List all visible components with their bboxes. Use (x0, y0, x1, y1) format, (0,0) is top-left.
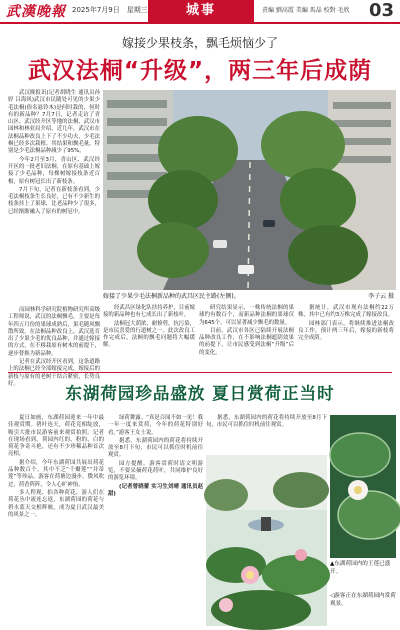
lotus-pond-illustration (206, 455, 327, 626)
photo-caption (103, 291, 396, 303)
paragraph: 多人程观、拍各种荷花，游人们在荷花丛中流连忘返，东湖荷园的荷花与碧水蓝天交相辉映，成为夏日武汉最美的风景之一。 (8, 489, 104, 518)
royal-lily-photo (330, 415, 396, 558)
street-photo (103, 90, 396, 290)
story2-headline: 东湖荷园珍品盛放 夏日赏荷正当时 (65, 384, 335, 403)
story2-column-3 (206, 415, 327, 453)
paragraph: 法桐冠大荫浓，耐修剪，抗污染，是市民喜爱的行道树之一。此次改良工作完成后，法桐的飘毛问题将大幅缓解。 (103, 320, 195, 349)
paragraph: 据介绍，今年东湖荷园共展出荷花品种数百个，其中不乏“千瓣莲”“并蒂莲”等珍品。游客在荷塘边漫步，微风吹过，荷香阵阵，令人心旷神怡。 (8, 459, 104, 488)
story1-column-1 (8, 90, 100, 305)
lotus-visitors-photo (206, 455, 327, 626)
photo-caption-lily: ▲东湖荷园内的王莲已盛开。 (330, 561, 391, 575)
photo-caption-visitors: ◁游客正在东湖荷园内赏荷观景。 (330, 593, 396, 607)
paragraph: 记者在武汉经开区看到，这条道路上的法桐已经全部嫁接完成，嫁接后的新枝与原有的老树干结合紧密，长势良好。 (8, 359, 100, 387)
paragraph: 武汉晚报讯(记者胡晓生 通讯员孙婷 吕海风)武汉市民随处可见的少果少毛法桐(俗名悬铃木)是何时栽的、何时有的新品种？7月7日，记者走访了青山区、武汉经开区等地的法桐，武汉市园林和林业局介绍，近几年，武汉市在法桐品种改良上下了不少功夫，少毛法桐已经多次栽植。其结果和飘毛量，特别是少毛法桐品种减少了95%。 (8, 90, 100, 155)
story1-column-1b (8, 307, 100, 387)
section-title: 城事 (148, 0, 254, 22)
editors-line: 責編 劉高霞 美編 馬晶 校對 毛欣 (262, 7, 350, 14)
paragraph: 据悉，东湖荷园内的荷花将持续开放至8月下旬，市民可以抓住时机前往观赏。 (206, 415, 327, 429)
paragraph: 今年2月至3月，青山区、武汉经开区的一批老旧法桐，在原有基础上嫁接了少毛品种，每棵树嫁接枝条近百根，原有树冠长出了新枝条。 (8, 156, 100, 185)
paragraph: 经武昌区绿化队扶持养护，目前嫁接的新品种也有七成长出了新枝叶。 (103, 305, 195, 319)
paragraph: 据统计，武汉市现有法桐约22万株，其中已有约3万株完成了嫁接改良。 (298, 305, 394, 319)
issue-date: 2025年7月9日 星期三 (72, 6, 148, 14)
story2-column-1 (8, 415, 104, 621)
story1-column-4 (298, 305, 394, 369)
tree-lined-street-illustration (103, 90, 396, 290)
story2-column-2 (108, 415, 203, 621)
paragraph: 目前，武汉市各区已陆续开展法桐品种改良工作，在不影响法桐遮阴效果的前提下，让市民感受到法桐“升级”后的变化。 (199, 327, 294, 356)
story1-headline: 武汉法桐“升级”，两三年后成荫 (27, 58, 373, 84)
water-lily-illustration (330, 415, 396, 558)
paragraph: 园方提醒，游客赏荷时请文明游览，不要采摘荷花荷叶，共同维护良好的游览环境。 (108, 460, 203, 482)
paragraph: 绿荷舞露。“真是百闻不如一见！我一年一度来赏荷，今年的荷花特别好看。”游客王女士说。 (108, 415, 203, 436)
caption-text: 嫁接了少果少毛法桐新品种的武昌区民主路(左侧)。 (103, 293, 240, 300)
masthead-rule (0, 22, 400, 24)
paragraph: 而园林科学研究院植物研究所高级工程师说，武汉的法桐飘毛，主要是每年四五月份的果球成熟后，果毛随风飘散所致。在法桐品种改良上，武汉选育出了少果少毛的优良品种，并通过嫁接的方式，在不移栽原有树木的前提下，逐步替换为新品种。 (8, 307, 100, 357)
story1-kicker: 嫁接少果枝条，飘毛烦恼少了 (121, 36, 278, 50)
paragraph: 研究结果显示，一株传统法桐的果球约有数百个，而新品种法桐的果球仅为645个，可以显著减少飘毛的数量。 (199, 305, 294, 326)
paragraph: 园林部门表示，将继续推进法桐改良工作，预计两三年后，嫁接的新枝将完全成荫。 (298, 320, 394, 342)
masthead (0, 0, 400, 22)
story-divider (8, 372, 392, 373)
photo-credit: 李子云 摄 (368, 293, 394, 300)
story1-column-3 (199, 305, 294, 369)
paragraph: 7月下旬，记者在新枝条看到，少毛法桐枝条生长良好，已有不少新生的枝条挂上了果球，比老品种少了很多，已经渐渐融入了原有的树冠中。 (8, 186, 100, 215)
page-number: 03 (368, 0, 394, 21)
story1-column-2 (103, 305, 195, 369)
byline: (记者曾晓蕾 实习生刘晴 通讯员赵甜) (108, 483, 203, 497)
paragraph: 夏日如画，东湖荷园迎来一年中最佳观赏期。碧叶连天，荷花竞相绽放，吸引大批市民游客前来观赏拍照。记者在现场看到，荷园内红的、粉的、白的荷花争奇斗艳，还有不少珍稀品种首次亮相。 (8, 415, 104, 458)
newspaper-logo: 武漢晚報 (6, 4, 66, 20)
paragraph: 据悉，东湖荷园内的荷花将持续开放至8月下旬，市民可以抓住时机前往观赏。 (108, 437, 203, 459)
